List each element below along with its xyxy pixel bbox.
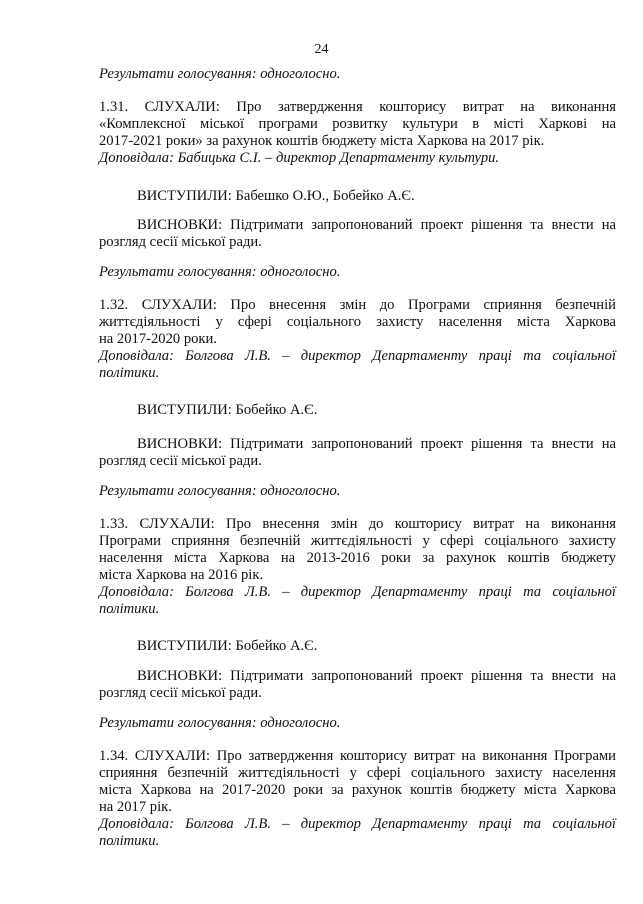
conclusion-1-32 [99, 436, 616, 470]
heard-line: Програми сприяння безпечній життєдіяльності у сфері соціального захисту [99, 533, 616, 549]
spoke-line: ВИСТУПИЛИ: Бобейко А.Є. [137, 638, 318, 654]
heard-line: на 2017-2020 роки. [99, 331, 217, 347]
speaker-line: Доповідала: Бабицька С.І. – директор Департаменту культури. [99, 150, 500, 166]
conclusion-line: ВИСНОВКИ: Підтримати запропонований проект рішення та внести на [137, 436, 616, 452]
spoke-line: ВИСТУПИЛИ: Бабешко О.Ю., Бобейко А.Є. [137, 188, 415, 204]
heard-line: «Комплексної міської програми розвитку культури в місті Харкові на [99, 116, 616, 132]
heard-line: сприяння безпечній життєдіяльності у сфері соціального захисту населення [99, 765, 616, 781]
speaker-line: Доповідала: Болгова Л.В. – директор Департаменту праці та соціальної [99, 816, 616, 832]
heard-line: на 2017 рік. [99, 799, 172, 815]
heard-item-1-32 [99, 297, 616, 382]
vote-result: Результати голосування: одноголосно. [99, 715, 341, 731]
heard-item-1-33 [99, 516, 616, 618]
conclusion-1-33 [99, 668, 616, 702]
speaker-line: політики. [99, 601, 160, 617]
heard-line: 1.31. СЛУХАЛИ: Про затвердження кошторису витрат на виконання [99, 99, 616, 115]
heard-line: життєдіяльності у сфері соціального захисту населення міста Харкова [99, 314, 616, 330]
heard-line: 2017-2021 роки» за рахунок коштів бюджету міста Харкова на 2017 рік. [99, 133, 545, 149]
speaker-line: політики. [99, 833, 160, 849]
heard-item-1-34 [99, 748, 616, 850]
spoke-line: ВИСТУПИЛИ: Бобейко А.Є. [137, 402, 318, 418]
heard-line: 1.34. СЛУХАЛИ: Про затвердження кошторису витрат на виконання Програми [99, 748, 616, 764]
conclusion-line: розгляд сесії міської ради. [99, 685, 262, 701]
heard-line: 1.33. СЛУХАЛИ: Про внесення змін до кошторису витрат на виконання [99, 516, 616, 532]
conclusion-line: ВИСНОВКИ: Підтримати запропонований проект рішення та внести на [137, 668, 616, 684]
speaker-line: Доповідала: Болгова Л.В. – директор Департаменту праці та соціальної [99, 584, 616, 600]
conclusion-line: розгляд сесії міської ради. [99, 453, 262, 469]
vote-result: Результати голосування: одноголосно. [99, 483, 341, 499]
vote-result: Результати голосування: одноголосно. [99, 264, 341, 280]
conclusion-1-31 [99, 217, 616, 251]
speaker-line: політики. [99, 365, 160, 381]
conclusion-line: розгляд сесії міської ради. [99, 234, 262, 250]
conclusion-line: ВИСНОВКИ: Підтримати запропонований проект рішення та внести на [137, 217, 616, 233]
heard-line: населення міста Харкова на 2013-2016 роки за рахунок коштів бюджету [99, 550, 616, 566]
heard-line: міста Харкова на 2017-2020 роки за рахунок коштів бюджету міста Харкова [99, 782, 616, 798]
heard-line: міста Харкова на 2016 рік. [99, 567, 264, 583]
vote-result: Результати голосування: одноголосно. [99, 66, 341, 82]
speaker-line: Доповідала: Болгова Л.В. – директор Департаменту праці та соціальної [99, 348, 616, 364]
heard-line: 1.32. СЛУХАЛИ: Про внесення змін до Програми сприяння безпечній [99, 297, 616, 313]
page-number: 24 [314, 42, 329, 57]
heard-item-1-31 [99, 99, 616, 167]
